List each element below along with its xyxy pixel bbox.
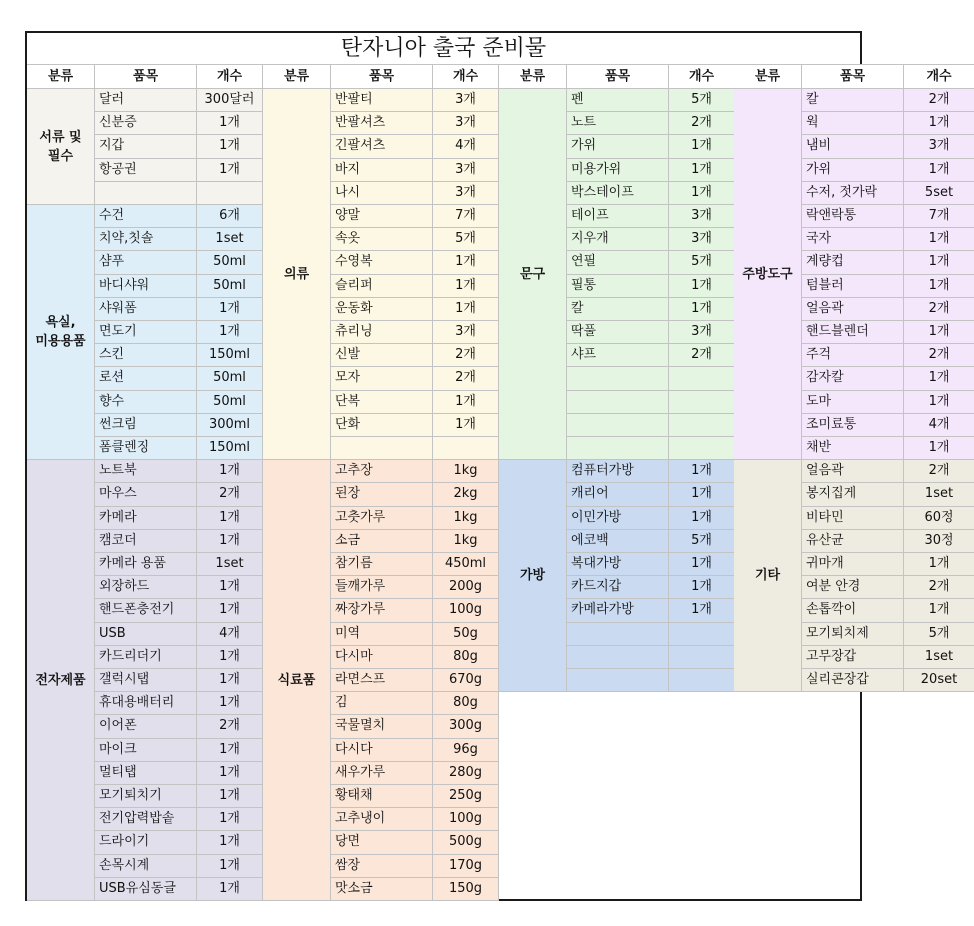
item-quantity: 5개	[669, 530, 735, 553]
item-name: 치약,칫솔	[95, 228, 197, 251]
item-name: 도마	[802, 391, 904, 414]
item-quantity: 1set	[904, 646, 974, 669]
item-quantity	[669, 669, 735, 692]
item-quantity: 150g	[433, 878, 499, 901]
item-name	[567, 669, 669, 692]
item-name: 로션	[95, 367, 197, 390]
item-name	[95, 182, 197, 205]
item-quantity: 1set	[197, 228, 263, 251]
item-quantity: 1개	[197, 321, 263, 344]
item-quantity: 2개	[197, 715, 263, 738]
item-quantity	[669, 623, 735, 646]
item-quantity: 1개	[669, 483, 735, 506]
item-quantity: 450ml	[433, 553, 499, 576]
item-quantity	[433, 437, 499, 460]
item-name: 들깨가루	[331, 576, 433, 599]
item-quantity: 1개	[197, 739, 263, 762]
item-quantity: 4개	[433, 135, 499, 158]
item-quantity: 1개	[669, 182, 735, 205]
item-quantity: 1개	[669, 275, 735, 298]
item-name: 마우스	[95, 483, 197, 506]
item-name: 딱풀	[567, 321, 669, 344]
item-name: 카드지갑	[567, 576, 669, 599]
item-name: 고추냉이	[331, 808, 433, 831]
item-name: 황태채	[331, 785, 433, 808]
item-name: 모자	[331, 367, 433, 390]
item-quantity: 1개	[197, 831, 263, 854]
item-quantity: 1개	[197, 599, 263, 622]
item-name: 핸드폰충전기	[95, 599, 197, 622]
item-quantity: 1개	[669, 159, 735, 182]
item-quantity: 3개	[669, 321, 735, 344]
item-name: 계량컵	[802, 251, 904, 274]
item-quantity: 1개	[669, 298, 735, 321]
item-name: 락앤락통	[802, 205, 904, 228]
item-quantity: 1개	[197, 576, 263, 599]
item-name: 노트	[567, 112, 669, 135]
item-name: 쌈장	[331, 855, 433, 878]
item-quantity: 150ml	[197, 437, 263, 460]
item-name: 양말	[331, 205, 433, 228]
item-name: 샴푸	[95, 251, 197, 274]
item-quantity: 1개	[669, 599, 735, 622]
item-name: 귀마개	[802, 553, 904, 576]
category-cell: 식료품	[263, 460, 331, 901]
item-name: 가위	[802, 159, 904, 182]
item-quantity: 2개	[904, 298, 974, 321]
item-quantity: 1개	[197, 112, 263, 135]
item-name: 신발	[331, 344, 433, 367]
item-quantity: 1개	[197, 669, 263, 692]
item-name: 수저, 젓가락	[802, 182, 904, 205]
item-quantity: 170g	[433, 855, 499, 878]
item-name: 미역	[331, 623, 433, 646]
item-quantity: 670g	[433, 669, 499, 692]
item-quantity: 1개	[904, 321, 974, 344]
item-name: 이민가방	[567, 507, 669, 530]
header-category: 분류	[27, 64, 95, 89]
item-quantity: 1개	[197, 646, 263, 669]
item-quantity: 2개	[904, 460, 974, 483]
item-quantity: 1개	[197, 762, 263, 785]
item-name: 이어폰	[95, 715, 197, 738]
item-name: 스킨	[95, 344, 197, 367]
item-quantity: 280g	[433, 762, 499, 785]
item-name: 외장하드	[95, 576, 197, 599]
item-quantity: 7개	[433, 205, 499, 228]
item-quantity: 96g	[433, 739, 499, 762]
item-quantity: 30정	[904, 530, 974, 553]
item-quantity: 1개	[904, 599, 974, 622]
item-quantity	[669, 367, 735, 390]
item-quantity	[669, 414, 735, 437]
item-name: 가위	[567, 135, 669, 158]
item-quantity: 1개	[669, 135, 735, 158]
item-name: 갤럭시탭	[95, 669, 197, 692]
item-quantity: 80g	[433, 692, 499, 715]
item-quantity: 1개	[197, 808, 263, 831]
item-name: 짜장가루	[331, 599, 433, 622]
item-quantity: 2개	[197, 483, 263, 506]
item-quantity: 1set	[904, 483, 974, 506]
item-quantity: 50ml	[197, 391, 263, 414]
item-quantity: 5set	[904, 182, 974, 205]
item-name: 손목시계	[95, 855, 197, 878]
item-name: 바지	[331, 159, 433, 182]
item-name: USB	[95, 623, 197, 646]
item-quantity: 5개	[433, 228, 499, 251]
item-name: 마이크	[95, 739, 197, 762]
item-quantity: 1개	[904, 112, 974, 135]
item-quantity: 100g	[433, 599, 499, 622]
item-name: 카메라 용품	[95, 553, 197, 576]
item-quantity: 7개	[904, 205, 974, 228]
header-item: 품목	[95, 64, 197, 89]
category-cell: 욕실, 미용용품	[27, 205, 95, 460]
item-name	[331, 437, 433, 460]
item-name: 맛소금	[331, 878, 433, 901]
item-name: 단복	[331, 391, 433, 414]
item-quantity: 300달러	[197, 89, 263, 112]
item-name: 캠코더	[95, 530, 197, 553]
item-quantity: 1개	[197, 298, 263, 321]
item-name: 유산균	[802, 530, 904, 553]
header-quantity: 개수	[433, 64, 499, 89]
item-name: 고춧가루	[331, 507, 433, 530]
item-name: 냄비	[802, 135, 904, 158]
item-quantity: 200g	[433, 576, 499, 599]
item-quantity: 250g	[433, 785, 499, 808]
item-quantity: 1kg	[433, 530, 499, 553]
item-quantity: 1개	[904, 367, 974, 390]
item-quantity: 1개	[904, 228, 974, 251]
item-quantity: 300ml	[197, 414, 263, 437]
item-quantity: 3개	[433, 321, 499, 344]
item-quantity: 20set	[904, 669, 974, 692]
item-quantity: 2개	[904, 344, 974, 367]
item-quantity: 1개	[904, 553, 974, 576]
item-quantity: 1set	[197, 553, 263, 576]
item-name: 소금	[331, 530, 433, 553]
item-quantity	[669, 391, 735, 414]
category-cell: 문구	[499, 89, 567, 460]
item-name: 박스테이프	[567, 182, 669, 205]
item-name: 국자	[802, 228, 904, 251]
category-cell: 전자제품	[27, 460, 95, 901]
item-name: 지갑	[95, 135, 197, 158]
item-quantity: 1개	[669, 553, 735, 576]
item-name: USB유심동글	[95, 878, 197, 901]
item-name: 연필	[567, 251, 669, 274]
item-name: 국물멸치	[331, 715, 433, 738]
item-name: 카메라	[95, 507, 197, 530]
item-name: 면도기	[95, 321, 197, 344]
checklist-sheet	[25, 31, 958, 901]
item-name: 폼클렌징	[95, 437, 197, 460]
item-quantity: 1개	[433, 414, 499, 437]
item-quantity: 5개	[669, 89, 735, 112]
item-name: 속옷	[331, 228, 433, 251]
category-cell: 기타	[734, 460, 802, 692]
item-name: 감자칼	[802, 367, 904, 390]
item-name: 카드리더기	[95, 646, 197, 669]
item-quantity: 3개	[669, 228, 735, 251]
item-name: 필통	[567, 275, 669, 298]
item-quantity	[669, 646, 735, 669]
item-name: 얼음곽	[802, 460, 904, 483]
item-name: 봉지집게	[802, 483, 904, 506]
item-quantity: 1개	[197, 855, 263, 878]
item-quantity: 1개	[669, 460, 735, 483]
item-quantity	[669, 437, 735, 460]
item-quantity: 3개	[433, 182, 499, 205]
item-quantity: 1개	[433, 298, 499, 321]
item-name: 반팔셔츠	[331, 112, 433, 135]
item-name: 지우개	[567, 228, 669, 251]
header-category: 분류	[734, 64, 802, 89]
item-name: 손톱깍이	[802, 599, 904, 622]
item-name: 테이프	[567, 205, 669, 228]
item-name: 웍	[802, 112, 904, 135]
item-quantity: 2개	[904, 576, 974, 599]
item-name: 슬리퍼	[331, 275, 433, 298]
item-name: 달러	[95, 89, 197, 112]
item-name: 샤워폼	[95, 298, 197, 321]
item-name: 신분증	[95, 112, 197, 135]
item-quantity: 3개	[904, 135, 974, 158]
item-name: 긴팔셔츠	[331, 135, 433, 158]
item-name: 컴퓨터가방	[567, 460, 669, 483]
item-name: 항공권	[95, 159, 197, 182]
sheet-title: 탄자니아 출국 준비물	[340, 36, 547, 61]
item-name: 단화	[331, 414, 433, 437]
item-quantity: 2개	[433, 367, 499, 390]
item-quantity: 2kg	[433, 483, 499, 506]
item-name	[567, 414, 669, 437]
item-name: 새우가루	[331, 762, 433, 785]
item-quantity: 1개	[904, 251, 974, 274]
item-quantity: 1개	[904, 391, 974, 414]
header-item: 품목	[567, 64, 669, 89]
item-quantity: 1개	[197, 507, 263, 530]
item-quantity: 100g	[433, 808, 499, 831]
item-name	[567, 391, 669, 414]
item-name: 고무장갑	[802, 646, 904, 669]
item-name	[567, 367, 669, 390]
item-name	[567, 437, 669, 460]
header-item: 품목	[802, 64, 904, 89]
item-quantity: 2개	[433, 344, 499, 367]
header-quantity: 개수	[904, 64, 974, 89]
item-name: 모기퇴치기	[95, 785, 197, 808]
item-name: 멀티탭	[95, 762, 197, 785]
item-quantity: 3개	[433, 112, 499, 135]
item-quantity: 4개	[197, 623, 263, 646]
item-quantity: 2개	[904, 89, 974, 112]
item-name: 수영복	[331, 251, 433, 274]
item-name: 샤프	[567, 344, 669, 367]
item-quantity: 3개	[669, 205, 735, 228]
header-category: 분류	[263, 64, 331, 89]
item-quantity: 50ml	[197, 367, 263, 390]
item-quantity: 1개	[433, 275, 499, 298]
item-quantity: 1kg	[433, 460, 499, 483]
item-quantity: 300g	[433, 715, 499, 738]
category-cell: 주방도구	[734, 89, 802, 460]
item-name: 미용가위	[567, 159, 669, 182]
item-name: 썬크림	[95, 414, 197, 437]
item-quantity: 150ml	[197, 344, 263, 367]
category-cell: 가방	[499, 460, 567, 692]
item-name: 향수	[95, 391, 197, 414]
item-name: 다시다	[331, 739, 433, 762]
item-name: 텀블러	[802, 275, 904, 298]
item-name: 수건	[95, 205, 197, 228]
item-quantity: 5개	[669, 251, 735, 274]
item-name: 고추장	[331, 460, 433, 483]
item-quantity: 5개	[904, 623, 974, 646]
item-name: 펜	[567, 89, 669, 112]
item-name: 칼	[567, 298, 669, 321]
item-quantity: 6개	[197, 205, 263, 228]
item-quantity: 1kg	[433, 507, 499, 530]
item-quantity: 1개	[197, 530, 263, 553]
item-quantity: 3개	[433, 159, 499, 182]
item-quantity: 1개	[197, 878, 263, 901]
item-name: 여분 안경	[802, 576, 904, 599]
item-quantity: 50ml	[197, 251, 263, 274]
item-name: 복대가방	[567, 553, 669, 576]
item-quantity: 80g	[433, 646, 499, 669]
item-quantity: 1개	[433, 251, 499, 274]
item-name: 채반	[802, 437, 904, 460]
item-name: 카메라가방	[567, 599, 669, 622]
header-category: 분류	[499, 64, 567, 89]
item-quantity: 1개	[433, 391, 499, 414]
item-name: 에코백	[567, 530, 669, 553]
item-name: 캐리어	[567, 483, 669, 506]
item-quantity: 1개	[197, 692, 263, 715]
header-quantity: 개수	[669, 64, 735, 89]
header-quantity: 개수	[197, 64, 263, 89]
item-quantity: 50ml	[197, 275, 263, 298]
item-quantity: 1개	[904, 437, 974, 460]
item-quantity: 1개	[197, 785, 263, 808]
item-quantity: 2개	[669, 112, 735, 135]
item-name: 라면스프	[331, 669, 433, 692]
item-quantity: 500g	[433, 831, 499, 854]
item-name: 반팔티	[331, 89, 433, 112]
item-name: 김	[331, 692, 433, 715]
item-name: 드라이기	[95, 831, 197, 854]
item-name: 휴대용배터리	[95, 692, 197, 715]
item-name: 된장	[331, 483, 433, 506]
item-name: 바디샤워	[95, 275, 197, 298]
item-name: 참기름	[331, 553, 433, 576]
item-name: 전기압력밥솥	[95, 808, 197, 831]
item-quantity: 1개	[904, 275, 974, 298]
item-name: 실리콘장갑	[802, 669, 904, 692]
item-quantity: 50g	[433, 623, 499, 646]
category-cell: 의류	[263, 89, 331, 460]
item-name	[567, 623, 669, 646]
item-quantity	[197, 182, 263, 205]
item-name: 나시	[331, 182, 433, 205]
item-quantity: 1개	[197, 135, 263, 158]
item-quantity: 1개	[669, 507, 735, 530]
item-name	[567, 646, 669, 669]
item-quantity: 1개	[669, 576, 735, 599]
item-quantity: 60정	[904, 507, 974, 530]
item-name: 모기퇴치제	[802, 623, 904, 646]
item-quantity: 3개	[433, 89, 499, 112]
item-name: 노트북	[95, 460, 197, 483]
item-name: 다시마	[331, 646, 433, 669]
category-cell: 서류 및 필수	[27, 89, 95, 205]
header-item: 품목	[331, 64, 433, 89]
item-name: 조미료통	[802, 414, 904, 437]
item-name: 얼음곽	[802, 298, 904, 321]
item-name: 운동화	[331, 298, 433, 321]
item-name: 츄리닝	[331, 321, 433, 344]
item-name: 핸드블렌더	[802, 321, 904, 344]
item-name: 주걱	[802, 344, 904, 367]
item-name: 당면	[331, 831, 433, 854]
item-quantity: 2개	[669, 344, 735, 367]
item-quantity: 4개	[904, 414, 974, 437]
item-name: 칼	[802, 89, 904, 112]
item-quantity: 1개	[197, 460, 263, 483]
item-quantity: 1개	[904, 159, 974, 182]
item-quantity: 1개	[197, 159, 263, 182]
item-name: 비타민	[802, 507, 904, 530]
